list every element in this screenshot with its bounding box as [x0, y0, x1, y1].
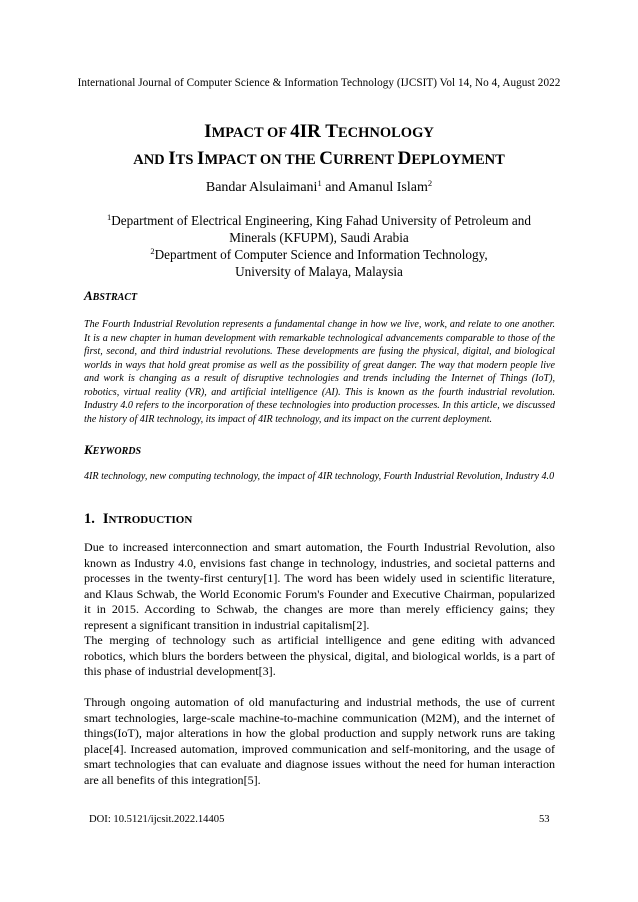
title-text: I — [204, 121, 212, 142]
title-text: D — [397, 148, 412, 169]
introduction-paragraph-2: The merging of technology such as artificial intelligence and gene editing with advanced robotics, which blurs the borders between the physical, digital, and biological worlds, is a part of this phase of industrial development[3]. — [84, 633, 555, 679]
author-list — [0, 180, 638, 196]
heading-rest: NTRODUCTION — [108, 514, 193, 526]
title-text: EPLOYMENT — [411, 152, 505, 168]
affiliation-superscript: 1 — [107, 212, 112, 222]
keywords-heading — [84, 442, 141, 458]
abstract-heading — [84, 288, 137, 304]
introduction-paragraph-3: Through ongoing automation of old manufacturing and industrial methods, the use of current smart technologies, large-scale machine-to-machine communication (M2M), and the internet of things(IoT), major alterations in how the global production and supply network runs are taking place[4]. Increased automation, improved communication and self-monitoring, and the usage of smart technologies that can evaluate and diagnose issues without the need for human interaction are all benefits of this integration[5]. — [84, 695, 555, 787]
title-line-2 — [0, 146, 638, 173]
journal-header: International Journal of Computer Science & Information Technology (IJCSIT) Vol 14, No 4, August 2022 — [77, 77, 561, 89]
affiliation-superscript: 2 — [150, 246, 155, 256]
doi: DOI: 10.5121/ijcsit.2022.14405 — [89, 814, 225, 825]
affiliation-text: Department of Computer Science and Information Technology, — [154, 247, 488, 262]
paper-title — [0, 119, 638, 173]
author-separator: and — [321, 180, 349, 195]
keywords-text: 4IR technology, new computing technology, the impact of 4IR technology, Fourth Industrial Revolution, Industry 4.0 — [84, 471, 555, 482]
title-text: C — [319, 148, 333, 169]
affiliation-text: Department of Electrical Engineering, King Fahad University of Petroleum and — [111, 213, 531, 228]
page-number: 53 — [539, 814, 550, 825]
title-text: TS — [175, 152, 198, 168]
affiliation-line: University of Malaya, Malaysia — [235, 264, 403, 279]
heading-rest: EYWORDS — [92, 446, 142, 457]
author-superscript: 1 — [317, 178, 322, 188]
introduction-paragraph-1: Due to increased interconnection and smart automation, the Fourth Industrial Revolution, also known as Industry 4.0, envisions fast change in technology, industries, and societal patterns and processes in the twenty-first century[1]. The word has been widely used in scientific literature, and Klaus Schwab, the World Economic Forum's Founder and Executive Chairman, popularized it in 2015. According to Schwab, the changes are more than merely efficiency gains; they represent a significant transition in industrial capitalism[2]. — [84, 540, 555, 632]
author-superscript: 2 — [427, 178, 433, 188]
section-number: 1. — [84, 511, 95, 527]
affiliation-line — [0, 212, 638, 229]
title-text: I — [197, 148, 205, 169]
affiliation-line: Minerals (KFUPM), Saudi Arabia — [229, 230, 409, 245]
title-line-1 — [0, 119, 638, 146]
introduction-heading — [84, 511, 192, 528]
title-text: ECHNOLOGY — [337, 125, 434, 141]
title-text: MPACT OF — [211, 125, 291, 141]
abstract-text: The Fourth Industrial Revolution represents a fundamental change in how we live, work, and relate to one another. It is a new chapter in human development with remarkable technological advancements comparable to those of the first, second, and third industrial revolutions. These developments are fusing the physical, digital, and biological worlds in ways that hold great promise as well as the possibility of great danger. The way that modern people live and work is changing as a result of disruptive technologies and trends including the Internet of Things (IoT), robotics, virtual reality (VR), and artificial intelligence (AI). This is known as the fourth industrial revolution. Industry 4.0 refers to the incorporation of these technologies into production processes. In this article, we discussed the history of 4IR technology, its impact of 4IR technology, and its impact on the current deployment. — [84, 319, 555, 425]
affiliation-line — [0, 246, 638, 263]
title-text: I — [168, 148, 176, 169]
affiliations — [0, 212, 638, 280]
author-name: Amanul Islam — [348, 180, 428, 195]
heading-initial: A — [84, 288, 93, 303]
title-text: 4IR T — [290, 121, 338, 142]
title-text: URRENT — [333, 152, 398, 168]
heading-initial: I — [102, 511, 109, 527]
title-text: AND — [133, 152, 169, 168]
heading-initial: K — [84, 442, 93, 457]
heading-rest: BSTRACT — [92, 292, 138, 303]
author-name: Bandar Alsulaimani — [205, 180, 318, 195]
title-text: MPACT ON THE — [204, 152, 320, 168]
